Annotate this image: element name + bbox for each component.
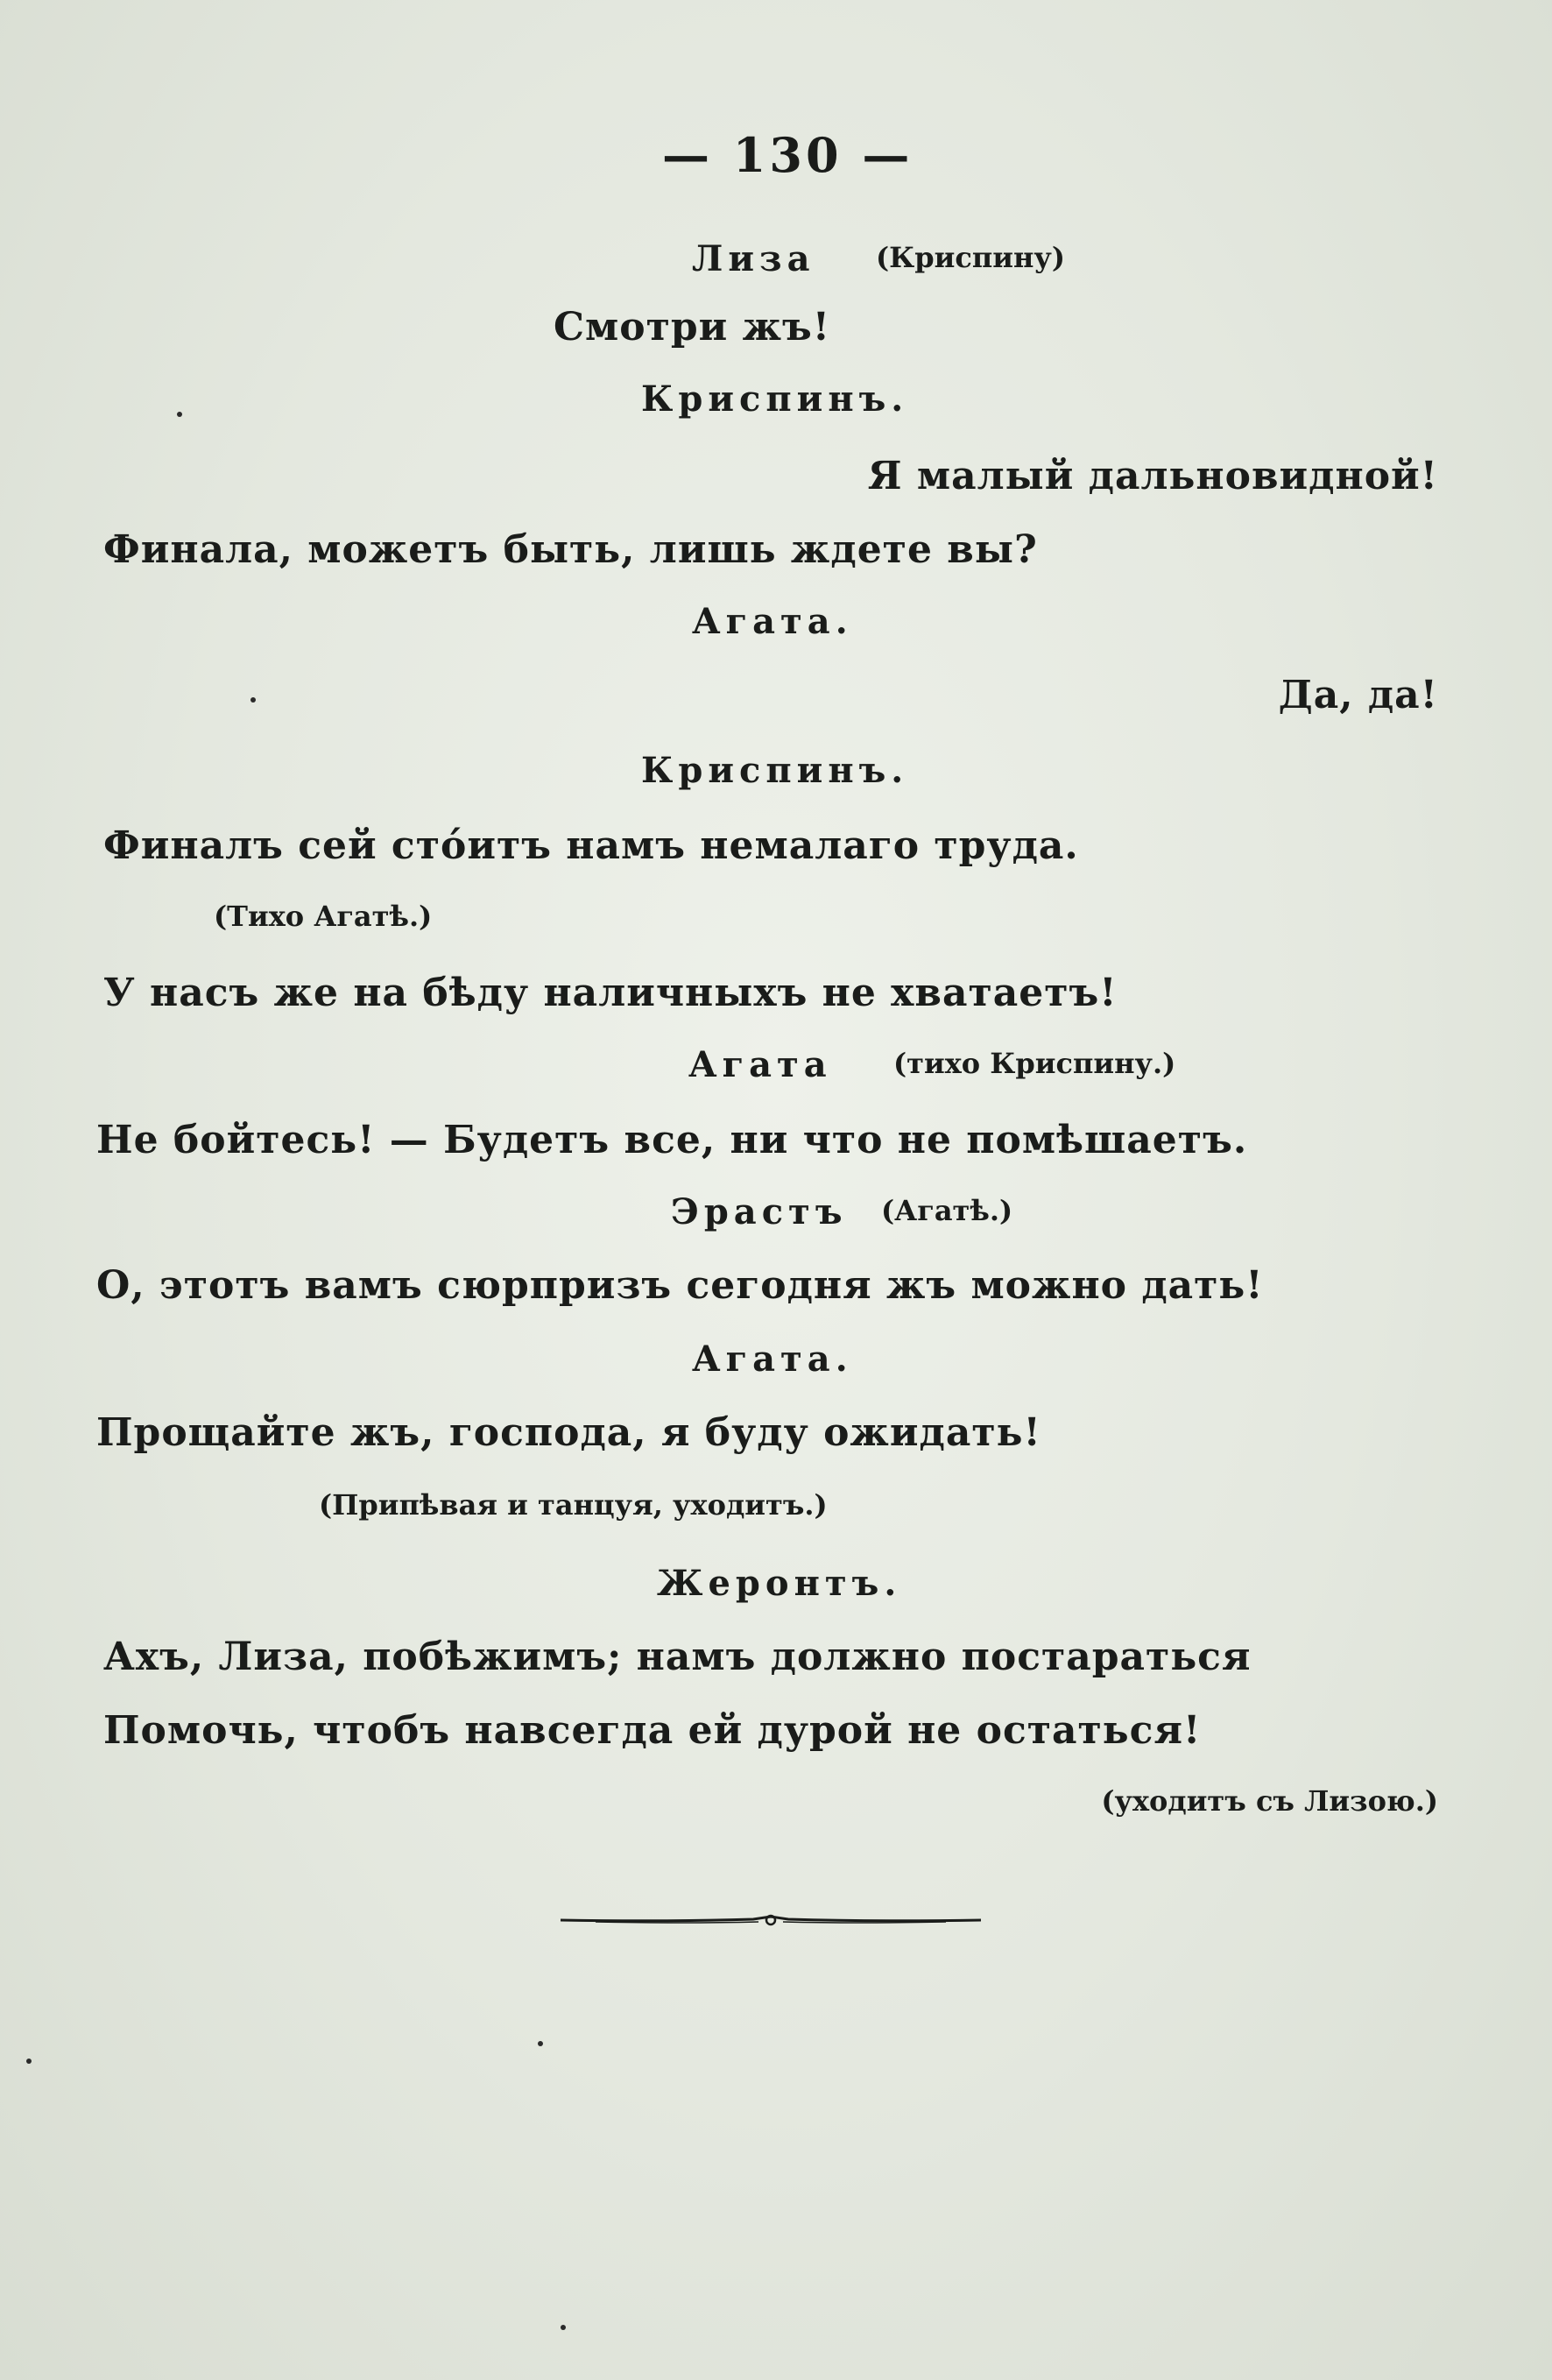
verse-line: Ахъ, Лиза, побѣжимъ; намъ должно постараться: [103, 1635, 1252, 1679]
speaker-crispin: Криспинъ.: [641, 750, 909, 791]
ink-speck: [26, 2059, 32, 2064]
ink-speck: [250, 697, 256, 703]
verse-line: У насъ же на бѣду наличныхъ не хватаетъ!: [103, 971, 1118, 1015]
verse-line: Не бойтесь! — Будетъ все, ни что не помѣшаетъ.: [96, 1118, 1248, 1162]
verse-line: Финалъ сей стóитъ намъ немалаго труда.: [103, 823, 1079, 868]
stage-direction: (Криспину): [876, 241, 1066, 274]
stage-direction: (Тихо Агатѣ.): [214, 900, 433, 933]
speaker-agata: Агата.: [692, 601, 853, 642]
speaker-geront: Жеронтъ.: [657, 1563, 902, 1604]
speaker-liza: Лиза: [692, 238, 815, 279]
verse-line: Финала, можетъ быть, лишь ждете вы?: [103, 527, 1038, 572]
verse-line: Я малый дальновидной!: [867, 454, 1438, 498]
stage-direction: (уходитъ съ Лизою.): [1101, 1784, 1438, 1818]
ornament-divider: [561, 1910, 981, 1931]
ink-speck: [561, 2325, 566, 2330]
verse-line: Помочь, чтобъ навсегда ей дурой не остаться!: [103, 1708, 1202, 1753]
stage-direction: (Агатѣ.): [881, 1194, 1013, 1227]
verse-line: Да, да!: [1278, 673, 1438, 717]
page-number: — 130 —: [662, 127, 914, 183]
stage-direction: (Припѣвая и танцуя, уходитъ.): [319, 1488, 828, 1522]
speaker-agata: Агата.: [692, 1338, 853, 1380]
speaker-erast: Эрастъ: [671, 1191, 848, 1232]
ink-speck: [538, 2041, 543, 2046]
speaker-crispin: Криспинъ.: [641, 378, 909, 420]
stage-direction: (тихо Криспину.): [893, 1047, 1176, 1080]
ink-speck: [177, 412, 182, 417]
verse-line: О, этотъ вамъ сюрпризъ сегодня жъ можно дать!: [96, 1263, 1264, 1308]
verse-line: Прощайте жъ, господа, я буду ожидать!: [96, 1410, 1041, 1455]
speaker-agata: Агата: [688, 1044, 832, 1085]
verse-line: Смотри жъ!: [554, 305, 831, 350]
